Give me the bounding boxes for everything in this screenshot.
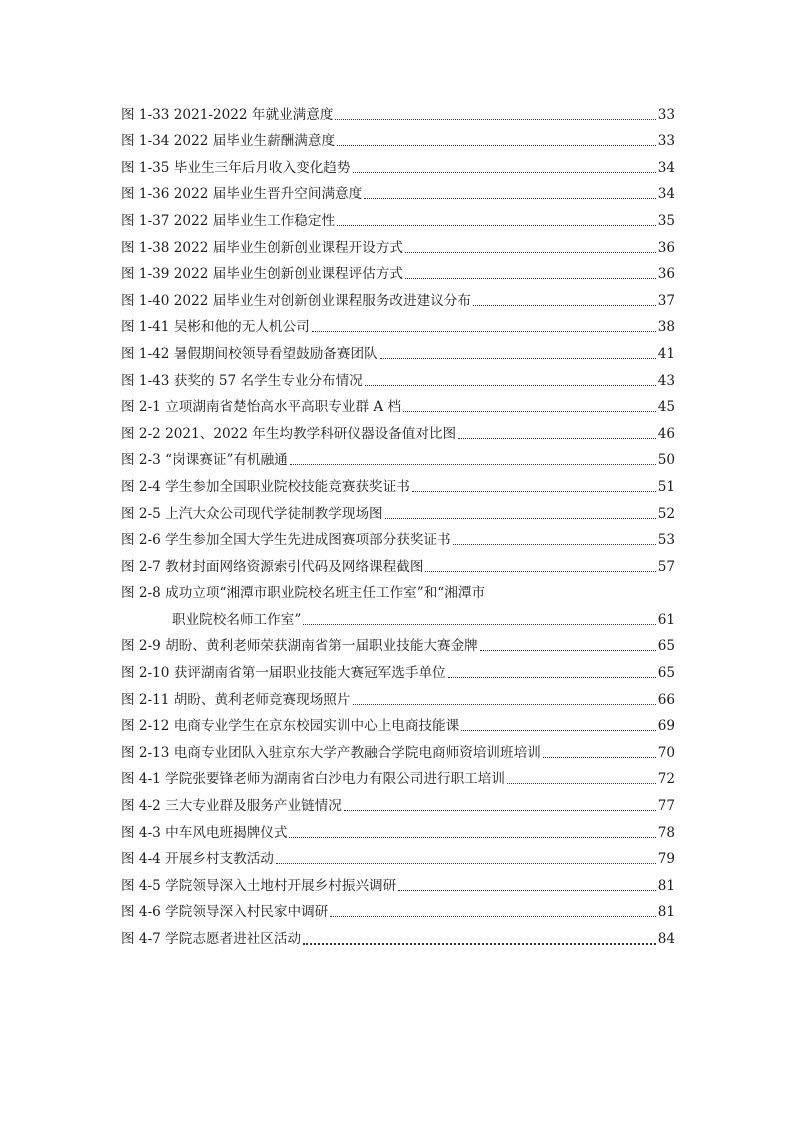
toc-entry-title: 图 4-1 学院张要锋老师为湖南省白沙电力有限公司进行职工培训 xyxy=(121,771,505,788)
toc-entry-title: 图 1-40 2022 届毕业生对创新创业课程服务改进建议分布 xyxy=(121,292,471,309)
dot-leader xyxy=(312,331,656,332)
toc-entry[interactable] xyxy=(121,921,675,948)
toc-entry-title: 图 4-4 开展乡村支教活动 xyxy=(121,851,274,868)
toc-entry[interactable] xyxy=(121,310,675,337)
toc-entry[interactable] xyxy=(121,97,675,124)
dot-leader xyxy=(353,704,656,705)
toc-entry-title: 图 4-7 学院志愿者进社区活动 xyxy=(121,931,302,947)
dot-leader xyxy=(276,863,656,864)
toc-entry[interactable] xyxy=(121,815,675,842)
toc-entry-title-continued: 职业院校名师工作室” xyxy=(172,611,302,628)
toc-entry-title: 图 2-4 学生参加全国职业院校技能竞赛获奖证书 xyxy=(121,478,410,495)
toc-entry-page: 77 xyxy=(657,798,675,815)
toc-entry-page: 50 xyxy=(657,452,675,469)
dot-leader xyxy=(337,225,656,226)
figure-list-toc xyxy=(121,97,675,948)
dot-leader xyxy=(458,438,656,439)
toc-entry-page: 51 xyxy=(657,478,675,495)
dot-leader xyxy=(398,890,655,891)
dot-leader xyxy=(461,730,655,731)
toc-entry-page: 41 xyxy=(657,345,675,362)
dot-leader xyxy=(380,358,656,359)
toc-entry-title: 图 4-6 学院领导深入村民家中调研 xyxy=(121,904,329,921)
dot-leader xyxy=(453,544,656,545)
toc-entry[interactable] xyxy=(121,549,675,576)
toc-entry-page: 84 xyxy=(657,931,675,947)
toc-entry[interactable] xyxy=(121,363,675,390)
toc-entry-page: 36 xyxy=(657,266,675,283)
toc-entry-page: 45 xyxy=(657,399,675,416)
toc-entry-page: 43 xyxy=(657,372,675,389)
toc-entry-title: 图 1-43 获奖的 57 名学生专业分布情况 xyxy=(121,372,363,389)
toc-entry-page: 72 xyxy=(657,771,675,788)
dot-leader xyxy=(405,278,656,279)
toc-entry[interactable] xyxy=(121,469,675,496)
toc-entry[interactable] xyxy=(121,735,675,762)
dot-leader xyxy=(365,385,656,386)
toc-entry-title: 图 1-36 2022 届毕业生晋升空间满意度 xyxy=(121,186,363,203)
toc-entry[interactable] xyxy=(121,496,675,523)
toc-entry[interactable] xyxy=(121,629,675,656)
toc-entry-page: 70 xyxy=(657,744,675,761)
toc-entry-page: 81 xyxy=(657,904,675,921)
dot-leader xyxy=(290,464,656,465)
toc-entry[interactable] xyxy=(121,416,675,443)
toc-entry[interactable] xyxy=(121,788,675,815)
dot-leader xyxy=(353,172,656,173)
dot-leader xyxy=(344,810,656,811)
toc-entry-page: 65 xyxy=(657,638,675,655)
toc-entry-title: 图 2-13 电商专业团队入驻京东大学产教融合学院电商师资培训班培训 xyxy=(121,744,541,761)
toc-entry-page: 66 xyxy=(657,691,675,708)
toc-entry[interactable] xyxy=(121,230,675,257)
toc-entry-title: 图 1-35 毕业生三年后月收入变化趋势 xyxy=(121,159,351,176)
toc-entry-title: 图 1-33 2021-2022 年就业满意度 xyxy=(121,106,334,123)
toc-entry-page: 61 xyxy=(657,611,675,628)
toc-entry-page: 36 xyxy=(657,239,675,256)
toc-entry[interactable] xyxy=(121,523,675,550)
toc-entry-page: 78 xyxy=(657,824,675,841)
toc-entry-title: 图 1-41 吴彬和他的无人机公司 xyxy=(121,319,310,336)
dot-leader xyxy=(364,198,655,199)
dot-leader xyxy=(480,650,656,651)
toc-entry-page: 38 xyxy=(657,319,675,336)
toc-entry-title: 图 2-6 学生参加全国大学生先进成图赛项部分获奖证书 xyxy=(121,532,451,549)
toc-entry[interactable] xyxy=(121,895,675,922)
toc-entry-title: 图 1-39 2022 届毕业生创新创业课程评估方式 xyxy=(121,266,404,283)
toc-entry-page: 35 xyxy=(657,212,675,229)
toc-entry-title: 图 2-12 电商专业学生在京东校园实训中心上电商技能课 xyxy=(121,718,460,735)
toc-entry-title: 图 2-11 胡盼、黄利老师竞赛现场照片 xyxy=(121,691,351,708)
dot-leader xyxy=(403,411,656,412)
toc-entry[interactable] xyxy=(121,336,675,363)
toc-entry-title: 图 1-34 2022 届毕业生薪酬满意度 xyxy=(121,133,336,150)
toc-entry-page: 79 xyxy=(657,851,675,868)
toc-entry-page: 46 xyxy=(657,425,675,442)
toc-entry-title: 图 2-5 上汽大众公司现代学徒制教学现场图 xyxy=(121,505,383,522)
toc-entry-page: 69 xyxy=(657,718,675,735)
toc-entry-page: 37 xyxy=(657,292,675,309)
toc-entry[interactable] xyxy=(121,443,675,470)
toc-entry-title: 图 4-2 三大专业群及服务产业链情况 xyxy=(121,798,342,815)
toc-entry[interactable] xyxy=(121,682,675,709)
toc-entry[interactable] xyxy=(121,257,675,284)
toc-entry-page: 57 xyxy=(657,558,675,575)
toc-entry[interactable] xyxy=(121,868,675,895)
toc-entry-title: 图 2-1 立项湖南省楚怡高水平高职专业群 A 档 xyxy=(121,399,402,416)
toc-entry-title: 图 1-37 2022 届毕业生工作稳定性 xyxy=(121,212,336,229)
dot-leader xyxy=(337,145,656,146)
toc-entry-title: 图 2-8 成功立项“湘潭市职业院校名班主任工作室”和“湘潭市 xyxy=(121,585,486,602)
dot-leader xyxy=(303,943,656,945)
toc-entry-multiline[interactable] xyxy=(121,576,675,629)
dot-leader xyxy=(448,677,656,678)
toc-entry-title: 图 2-2 2021、2022 年生均教学科研仪器设备值对比图 xyxy=(121,425,457,442)
toc-entry-page: 33 xyxy=(657,106,675,123)
dot-leader xyxy=(425,571,655,572)
dot-leader xyxy=(303,624,655,625)
toc-entry-page: 52 xyxy=(657,505,675,522)
toc-entry[interactable] xyxy=(121,709,675,736)
toc-entry-title: 图 2-7 教材封面网络资源索引代码及网络课程截图 xyxy=(121,558,424,575)
toc-entry-title: 图 4-3 中车风电班揭牌仪式 xyxy=(121,824,288,841)
toc-entry[interactable] xyxy=(121,177,675,204)
toc-entry[interactable] xyxy=(121,203,675,230)
toc-entry[interactable] xyxy=(121,283,675,310)
dot-leader xyxy=(507,783,656,784)
toc-entry-page: 34 xyxy=(657,159,675,176)
toc-entry-page: 65 xyxy=(657,665,675,682)
dot-leader xyxy=(543,757,656,758)
toc-entry[interactable] xyxy=(121,124,675,151)
dot-leader xyxy=(405,252,656,253)
toc-entry-title: 图 2-10 获评湖南省第一届职业技能大赛冠军选手单位 xyxy=(121,665,446,682)
toc-entry[interactable] xyxy=(121,390,675,417)
toc-entry-page: 33 xyxy=(657,133,675,150)
toc-entry[interactable] xyxy=(121,150,675,177)
toc-entry-title: 图 1-42 暑假期间校领导看望鼓励备赛团队 xyxy=(121,345,378,362)
dot-leader xyxy=(335,119,655,120)
dot-leader xyxy=(385,518,656,519)
dot-leader xyxy=(473,305,656,306)
dot-leader xyxy=(289,837,655,838)
toc-entry-page: 81 xyxy=(657,877,675,894)
dot-leader xyxy=(330,916,655,917)
toc-entry-title: 图 1-38 2022 届毕业生创新创业课程开设方式 xyxy=(121,239,404,256)
toc-entry[interactable] xyxy=(121,842,675,869)
toc-entry[interactable] xyxy=(121,655,675,682)
toc-entry-title: 图 2-9 胡盼、黄利老师荣获湖南省第一届职业技能大赛金牌 xyxy=(121,638,478,655)
toc-entry[interactable] xyxy=(121,762,675,789)
toc-entry-title: 图 2-3 “岗课赛证”有机融通 xyxy=(121,452,288,469)
dot-leader xyxy=(412,491,656,492)
toc-entry-page: 34 xyxy=(657,186,675,203)
toc-entry-page: 53 xyxy=(657,532,675,549)
toc-entry-title: 图 4-5 学院领导深入土地村开展乡村振兴调研 xyxy=(121,877,397,894)
